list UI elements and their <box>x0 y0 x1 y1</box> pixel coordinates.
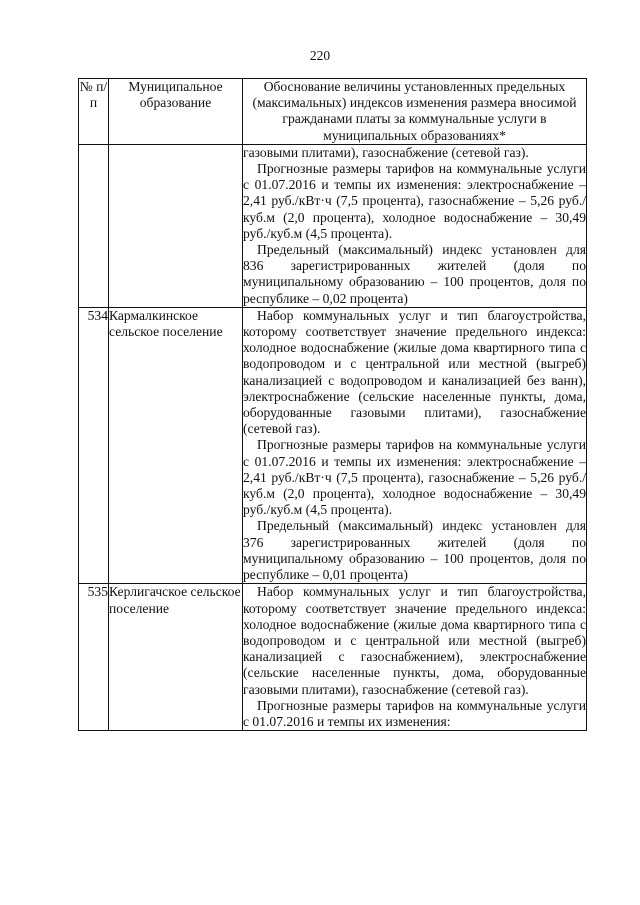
table-row <box>79 307 587 583</box>
row-justification <box>243 307 587 583</box>
table-row <box>79 144 587 307</box>
row-number <box>79 144 109 307</box>
justification-paragraph: газовыми плитами), газоснабжение (сетевой газ). <box>243 144 529 160</box>
page-number: 220 <box>309 48 331 63</box>
table-header-row <box>79 79 587 145</box>
justification-paragraph: Прогнозные размеры тарифов на коммунальные услуги с 01.07.2016 и темпы их изменения: электроснабжение – 2,41 руб./кВт·ч (7,5 процента), газоснабжение – 5,26 руб./куб.м (2,0 процента), холодное водоснабжение – 30,49 руб./куб.м (4,5 процента). <box>243 437 586 518</box>
row-number: 534 <box>79 307 109 583</box>
justification-paragraph: Прогнозные размеры тарифов на коммунальные услуги с 01.07.2016 и темпы их изменения: электроснабжение – 2,41 руб./кВт·ч (7,5 процента), газоснабжение – 5,26 руб./куб.м (2,0 процента), холодное водоснабжение – 30,49 руб./куб.м (4,5 процента). <box>243 161 586 241</box>
row-municipality: Кармалкинское сельское поселение <box>109 307 243 583</box>
row-justification <box>243 584 587 731</box>
row-justification <box>243 144 587 307</box>
row-municipality: Керлигачское сельское поселение <box>109 584 243 731</box>
justification-paragraph: Предельный (максимальный) индекс установлен для 836 зарегистрированных жителей (доля по муниципальному образованию – 100 процентов, доля по республике – 0,02 процента) <box>243 242 586 306</box>
justification-paragraph: Прогнозные размеры тарифов на коммунальные услуги с 01.07.2016 и темпы их изменения: <box>243 697 586 729</box>
tariff-table <box>78 78 587 731</box>
header-justification: Обоснование величины установленных предельных (максимальных) индексов изменения размера вносимой гражданами платы за коммунальные услуги в муниципальных образованиях* <box>243 79 587 145</box>
row-number: 535 <box>79 584 109 731</box>
justification-paragraph: Предельный (максимальный) индекс установлен для 376 зарегистрированных жителей (доля по муниципальному образованию – 100 процентов, доля по республике – 0,01 процента) <box>243 518 586 583</box>
justification-paragraph: Набор коммунальных услуг и тип благоустройства, которому соответствует значение предельного индекса: холодное водоснабжение (жилые дома квартирного типа с водопроводом и с центральной или местной (выгреб) канализацией с газоснабжением), электроснабжение (сельские населенные пункты, дома, оборудованные газовыми плитами), газоснабжение (сетевой газ). <box>243 584 586 697</box>
header-municipality: Муниципальное образование <box>109 79 243 145</box>
header-number: № п/п <box>79 79 109 145</box>
row-municipality <box>109 144 243 307</box>
table-row <box>79 584 587 731</box>
justification-paragraph: Набор коммунальных услуг и тип благоустройства, которому соответствует значение предельного индекса: холодное водоснабжение (жилые дома квартирного типа с водопроводом и с центральной или местной (выгреб) канализацией с водопроводом и канализацией без ванн), электроснабжение (сельские населенные пункты, дома, оборудованные газовыми плитами), газоснабжение (сетевой газ). <box>243 307 586 437</box>
